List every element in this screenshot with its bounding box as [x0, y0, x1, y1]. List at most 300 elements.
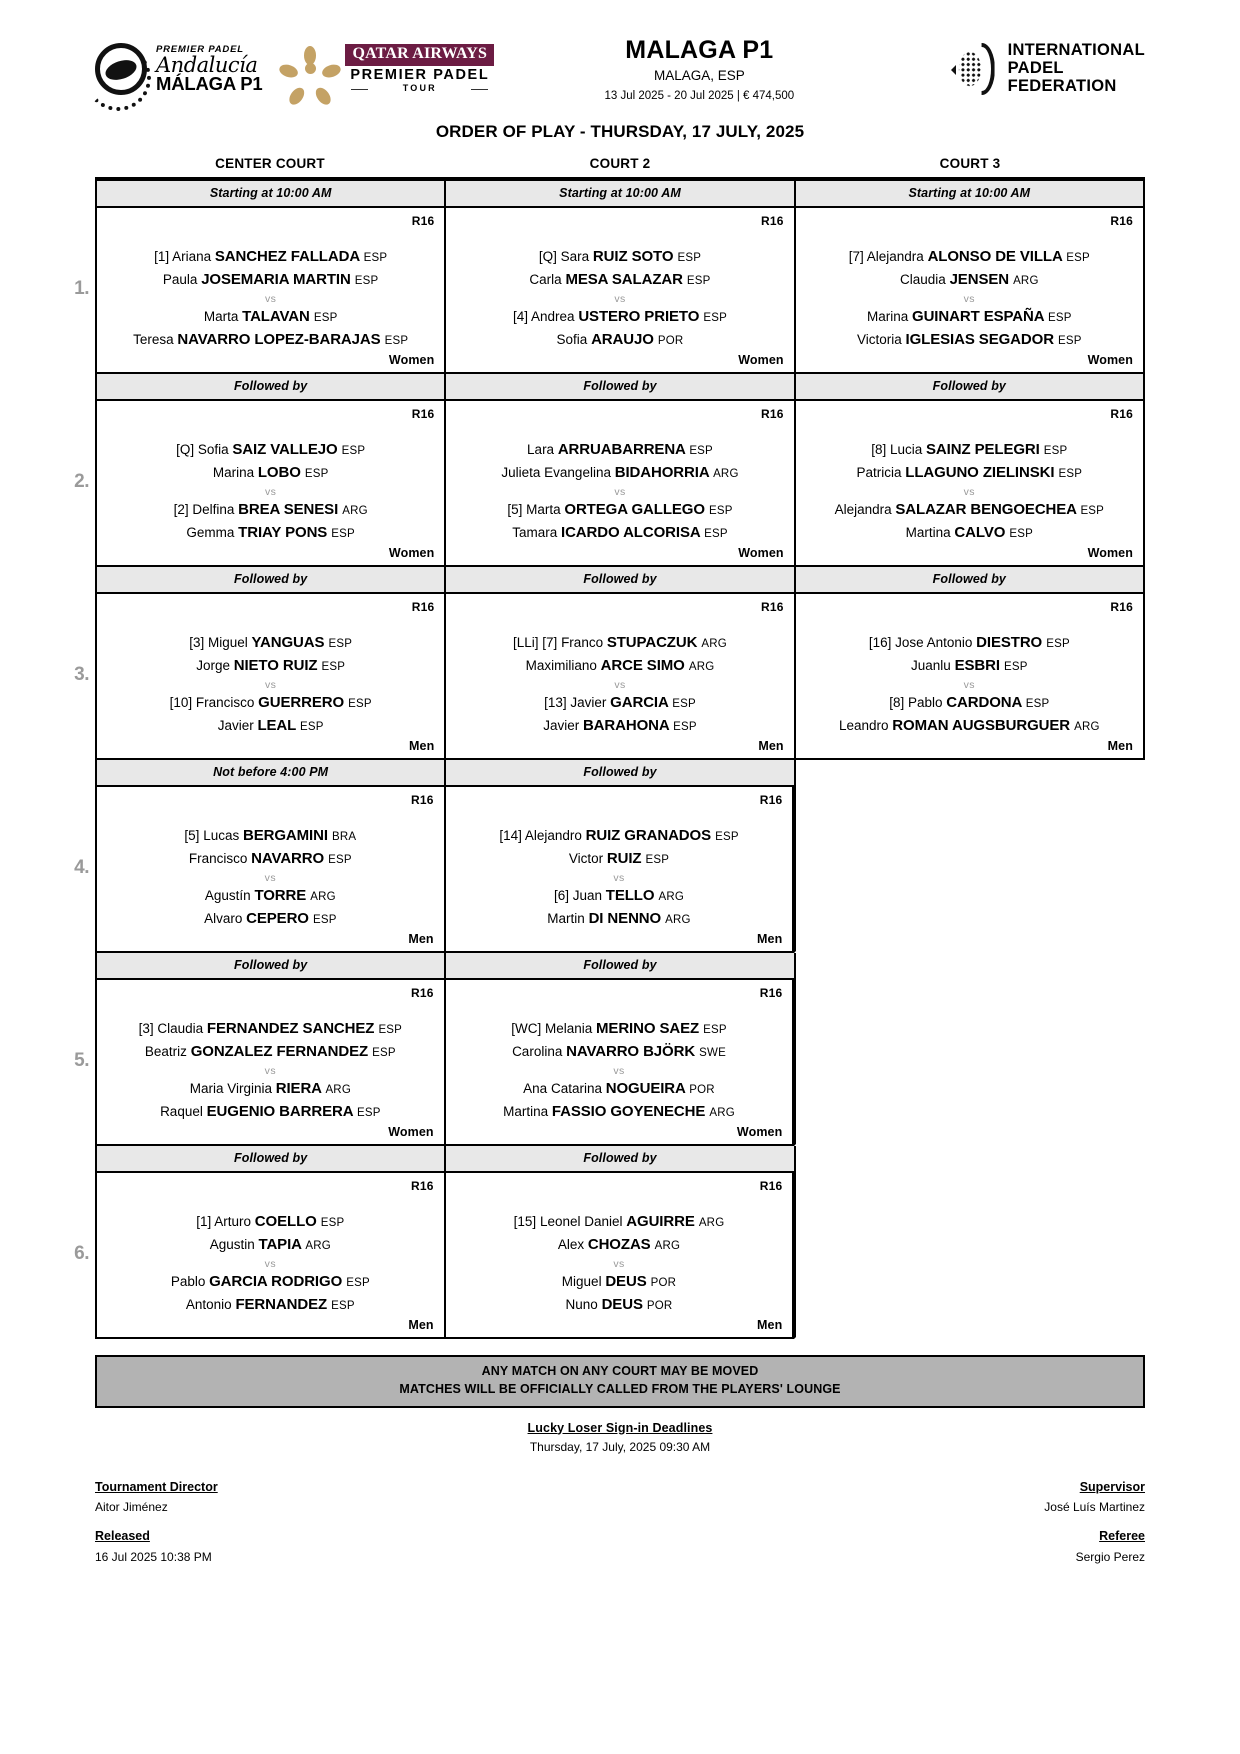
- schedule-match-band: [95, 980, 1145, 1146]
- player-last-name: CALVO: [954, 524, 1010, 542]
- player-seed: [15]: [513, 1214, 540, 1229]
- player-last-name: RIERA: [275, 1080, 326, 1098]
- player-last-name: NAVARRO: [251, 849, 329, 867]
- player-first-name: Maria Virginia: [189, 1081, 276, 1097]
- player-last-name: ESBRI: [954, 656, 1004, 674]
- player-line: [456, 1041, 783, 1064]
- player-seed: [1]: [196, 1214, 215, 1229]
- player-line: [107, 848, 434, 871]
- schedule-header-band: [95, 181, 1145, 208]
- player-line: [806, 306, 1133, 329]
- match-cell[interactable]: [446, 980, 795, 1146]
- player-line: [107, 1234, 434, 1257]
- player-line: [107, 1078, 434, 1101]
- player-first-name: Raquel: [160, 1104, 207, 1120]
- vs-separator: vs: [614, 678, 626, 691]
- player-last-name: DEUS: [601, 1296, 647, 1314]
- player-line: [107, 885, 434, 908]
- player-seed: [16]: [868, 635, 896, 650]
- signature-row: [0, 1478, 1240, 1567]
- player-line: [107, 632, 434, 655]
- player-first-name: Alejandra: [834, 502, 896, 518]
- player-seed: [14]: [499, 828, 525, 843]
- player-nationality: ESP: [363, 252, 388, 264]
- player-nationality: ESP: [1058, 335, 1082, 348]
- released-value: 16 Jul 2025 10:38 PM: [95, 1550, 212, 1564]
- schedule-match-band: [95, 208, 1145, 374]
- match-gender-label: Women: [388, 546, 435, 560]
- court-header-court-3: COURT 3: [939, 156, 1001, 171]
- player-first-name: Sofia: [197, 442, 233, 457]
- players-block: [456, 632, 783, 738]
- player-line: [107, 908, 434, 931]
- player-first-name: Teresa: [133, 332, 178, 348]
- player-line: [456, 522, 783, 545]
- player-line: [107, 269, 434, 292]
- player-last-name: TALAVAN: [242, 308, 314, 326]
- player-last-name: TELLO: [605, 887, 659, 905]
- player-last-name: ORTEGA GALLEGO: [564, 501, 709, 519]
- player-first-name: Francisco: [195, 695, 259, 711]
- match-gender-label: Women: [388, 353, 435, 367]
- match-gender-label: Women: [1087, 546, 1133, 560]
- round-label: R16: [411, 600, 435, 614]
- player-first-name: Claudia: [157, 1021, 207, 1036]
- match-cell[interactable]: [446, 208, 795, 374]
- player-line: [456, 1018, 783, 1041]
- player-seed: [5]: [507, 502, 527, 518]
- player-nationality: ESP: [672, 698, 696, 711]
- players-block: [456, 439, 783, 545]
- player-nationality: ESP: [703, 1024, 727, 1036]
- player-nationality: ESP: [348, 698, 372, 711]
- player-first-name: Beatriz: [144, 1043, 191, 1059]
- player-last-name: NAVARRO BJÖRK: [566, 1042, 700, 1060]
- round-label: R16: [759, 986, 783, 1000]
- player-first-name: Julieta Evangelina: [501, 464, 615, 480]
- time-header-cell: Followed by: [446, 953, 795, 980]
- empty-header-cell: [796, 1146, 1145, 1173]
- player-nationality: ESP: [673, 721, 697, 734]
- match-cell[interactable]: [95, 208, 446, 374]
- player-nationality: ESP: [378, 1024, 403, 1036]
- player-last-name: MESA SALAZAR: [565, 270, 687, 288]
- player-first-name: Martina: [503, 1104, 552, 1120]
- player-line: [806, 246, 1133, 269]
- vs-separator: vs: [264, 1064, 276, 1077]
- empty-header-cell: [796, 953, 1145, 980]
- player-first-name: Leonel Daniel: [539, 1214, 627, 1229]
- court-header-center-court: CENTER COURT: [215, 156, 325, 171]
- player-last-name: GUINART ESPAÑA: [912, 308, 1049, 326]
- match-cell[interactable]: [95, 594, 446, 760]
- player-first-name: Marina: [866, 309, 912, 325]
- time-header-cell: Followed by: [95, 567, 446, 594]
- player-first-name: Victoria: [856, 332, 906, 348]
- player-line: [456, 1271, 783, 1294]
- player-first-name: Juanlu: [911, 657, 955, 673]
- player-nationality: ESP: [1080, 505, 1105, 518]
- player-last-name: LEAL: [257, 717, 301, 735]
- schedule-header-band: [95, 567, 1145, 594]
- round-label: R16: [411, 793, 434, 807]
- round-label: R16: [1110, 214, 1133, 228]
- player-line: [456, 632, 783, 655]
- player-first-name: Jorge: [196, 657, 234, 673]
- player-nationality: ESP: [356, 1107, 381, 1120]
- player-line: [107, 246, 434, 269]
- player-last-name: RUIZ GRANADOS: [585, 827, 716, 844]
- player-nationality: ESP: [321, 660, 346, 673]
- player-nationality: ESP: [704, 528, 728, 541]
- player-last-name: ARAUJO: [591, 331, 658, 349]
- notice-line-1: ANY MATCH ON ANY COURT MAY BE MOVED: [481, 1364, 759, 1378]
- qatar-logo-text: [345, 44, 494, 93]
- time-header-cell: Starting at 10:00 AM: [446, 181, 795, 208]
- match-cell[interactable]: [796, 594, 1145, 760]
- ipf-mark-icon: [945, 42, 997, 96]
- round-label: R16: [411, 1179, 434, 1193]
- player-nationality: ESP: [709, 505, 733, 518]
- match-cell[interactable]: [796, 401, 1145, 567]
- player-nationality: ARG: [342, 505, 368, 518]
- match-gender-label: Women: [388, 1125, 434, 1139]
- player-first-name: Alvaro: [204, 911, 247, 927]
- match-gender-label: Women: [1087, 353, 1133, 367]
- player-last-name: SAINZ PELEGRI: [926, 441, 1044, 458]
- time-header-cell: Followed by: [446, 1146, 795, 1173]
- player-last-name: TAPIA: [258, 1235, 306, 1253]
- player-first-name: Agustin: [209, 1236, 259, 1252]
- player-nationality: ESP: [1058, 467, 1083, 480]
- player-line: [107, 1018, 434, 1041]
- player-seed: [Q]: [538, 249, 561, 264]
- event-location: MALAGA, ESP: [653, 68, 745, 83]
- player-first-name: Martina: [905, 525, 955, 541]
- match-cell[interactable]: [446, 401, 795, 567]
- player-first-name: Maximiliano: [525, 657, 601, 673]
- time-header-cell: Followed by: [446, 374, 795, 401]
- player-seed: [LLi] [7]: [513, 635, 562, 650]
- player-line: [107, 462, 434, 485]
- time-header-cell: Not before 4:00 PM: [95, 760, 446, 787]
- player-last-name: RUIZ SOTO: [592, 248, 678, 265]
- player-first-name: Javier: [543, 718, 583, 734]
- player-first-name: Martin: [547, 911, 589, 927]
- player-nationality: ESP: [320, 1217, 345, 1229]
- malaga-logo-text: [156, 45, 262, 94]
- players-block: [456, 246, 783, 352]
- match-cell[interactable]: [446, 787, 795, 953]
- schedule-match-band: [95, 1173, 1145, 1339]
- player-last-name: JENSEN: [949, 270, 1014, 288]
- match-gender-label: Men: [408, 932, 434, 946]
- player-last-name: TRIAY PONS: [238, 524, 332, 542]
- player-nationality: ESP: [686, 274, 711, 287]
- player-first-name: Patricia: [856, 464, 906, 480]
- player-line: [456, 499, 783, 522]
- page-title: ORDER OF PLAY - THURSDAY, 17 JULY, 2025: [435, 122, 805, 141]
- player-first-name: Sofia: [556, 332, 592, 348]
- player-nationality: ESP: [346, 1277, 370, 1290]
- player-first-name: Paula: [162, 271, 202, 287]
- player-last-name: BARAHONA: [582, 717, 674, 735]
- player-first-name: Victor: [568, 850, 607, 866]
- match-gender-label: Men: [1107, 739, 1133, 753]
- player-nationality: ESP: [331, 528, 355, 541]
- player-line: [456, 439, 783, 462]
- player-nationality: ARG: [713, 467, 739, 480]
- vs-separator: vs: [265, 678, 277, 691]
- player-line: [456, 825, 783, 848]
- player-first-name: Agustín: [204, 888, 255, 904]
- player-first-name: Franco: [561, 635, 607, 650]
- player-line: [806, 499, 1133, 522]
- player-last-name: NOGUEIRA: [605, 1080, 690, 1098]
- players-block: [107, 439, 434, 545]
- tournament-director-value: Aitor Jiménez: [95, 1500, 168, 1515]
- schedule-match-band: [95, 401, 1145, 567]
- vs-separator: vs: [963, 485, 975, 498]
- player-seed: [5]: [184, 828, 204, 843]
- player-nationality: ARG: [709, 1107, 735, 1120]
- match-cell[interactable]: [95, 1173, 446, 1339]
- match-gender-label: Women: [738, 546, 784, 560]
- player-line: [107, 1211, 434, 1234]
- players-block: [806, 439, 1133, 545]
- player-seed: [Q]: [176, 442, 198, 457]
- player-last-name: GARCIA RODRIGO: [209, 1273, 347, 1291]
- vs-separator: vs: [963, 292, 975, 305]
- supervisor-value: José Luís Martinez: [1044, 1500, 1145, 1515]
- player-line: [806, 655, 1133, 678]
- vs-separator: vs: [264, 871, 276, 884]
- vs-separator: vs: [614, 485, 626, 498]
- player-line: [107, 1271, 434, 1294]
- player-last-name: ICARDO ALCORISA: [561, 524, 705, 542]
- row-number: 4.: [74, 857, 89, 878]
- sponsor-logos: [95, 43, 494, 95]
- player-first-name: Francisco: [188, 850, 252, 866]
- player-nationality: ESP: [300, 721, 324, 734]
- player-line: [107, 439, 434, 462]
- row-number-column: [48, 177, 92, 1339]
- schedule-header-band: [95, 760, 1145, 787]
- player-first-name: Lucia: [889, 442, 927, 457]
- player-first-name: Lucas: [203, 828, 243, 843]
- empty-match-cell: [794, 787, 1145, 953]
- player-first-name: Arturo: [214, 1214, 255, 1229]
- player-first-name: Claudia: [900, 271, 950, 287]
- player-line: [456, 1078, 783, 1101]
- vs-separator: vs: [613, 1257, 625, 1270]
- player-nationality: ARG: [325, 1084, 351, 1097]
- round-label: R16: [761, 600, 784, 614]
- player-last-name: GONZALEZ FERNANDEZ: [190, 1042, 373, 1060]
- player-last-name: NIETO RUIZ: [233, 656, 322, 674]
- player-first-name: Marta: [526, 502, 565, 518]
- event-title-block: [605, 35, 795, 104]
- row-number: 2.: [74, 471, 89, 492]
- match-cell[interactable]: [446, 594, 795, 760]
- player-last-name: COELLO: [254, 1213, 321, 1230]
- player-line: [806, 522, 1133, 545]
- ipf-line-3: FEDERATION: [1007, 76, 1117, 95]
- player-last-name: EUGENIO BARRERA: [206, 1103, 357, 1121]
- player-last-name: ALONSO DE VILLA: [927, 248, 1067, 265]
- player-nationality: ARG: [654, 1239, 681, 1252]
- player-line: [107, 329, 434, 352]
- player-last-name: YANGUAS: [251, 634, 329, 651]
- round-label: R16: [411, 407, 435, 421]
- player-nationality: ARG: [305, 1239, 331, 1252]
- player-last-name: NAVARRO LOPEZ-BARAJAS: [177, 331, 385, 349]
- player-line: [107, 655, 434, 678]
- player-line: [107, 499, 434, 522]
- player-last-name: LOBO: [257, 463, 305, 481]
- player-seed: [WC]: [511, 1021, 545, 1036]
- player-line: [456, 908, 783, 931]
- player-first-name: Alejandra: [866, 249, 928, 264]
- vs-separator: vs: [264, 1257, 276, 1270]
- qatar-airways-label: QATAR AIRWAYS: [345, 44, 494, 66]
- player-first-name: Alex: [557, 1236, 588, 1252]
- branding-header: [0, 0, 1240, 100]
- round-label: R16: [761, 214, 784, 228]
- empty-match-cell: [794, 1173, 1145, 1339]
- player-line: [806, 692, 1133, 715]
- international-padel-federation-logo: [945, 42, 1145, 96]
- player-last-name: STUPACZUK: [606, 634, 702, 651]
- time-header-cell: Followed by: [446, 760, 795, 787]
- players-block: [456, 1018, 783, 1124]
- player-last-name: DEUS: [605, 1273, 651, 1291]
- player-seed: [13]: [544, 695, 571, 711]
- player-nationality: ARG: [658, 891, 685, 904]
- player-last-name: AGUIRRE: [626, 1213, 699, 1230]
- player-line: [107, 1101, 434, 1124]
- player-nationality: POR: [650, 1277, 677, 1290]
- supervisor-label: Supervisor: [1079, 1479, 1145, 1494]
- player-first-name: Pablo: [908, 695, 947, 711]
- player-last-name: IGLESIAS SEGADOR: [905, 331, 1059, 349]
- match-cell[interactable]: [796, 208, 1145, 374]
- player-nationality: BRA: [331, 831, 357, 843]
- schedule-grid-wrapper: [0, 177, 1240, 1339]
- player-nationality: ESP: [677, 252, 702, 264]
- player-last-name: BREA SENESI: [238, 501, 343, 519]
- player-first-name: Juan: [572, 888, 606, 904]
- player-first-name: Delfina: [192, 502, 239, 518]
- player-line: [806, 269, 1133, 292]
- round-label: R16: [1110, 600, 1133, 614]
- player-line: [456, 246, 783, 269]
- player-first-name: Leandro: [839, 718, 893, 734]
- event-name: MALAGA P1: [625, 35, 774, 64]
- match-cell[interactable]: [446, 1173, 795, 1339]
- player-nationality: ESP: [304, 467, 329, 480]
- player-nationality: ESP: [331, 1300, 355, 1313]
- round-label: R16: [759, 1179, 783, 1193]
- player-line: [107, 825, 434, 848]
- player-seed: [3]: [138, 1021, 158, 1036]
- player-last-name: DIESTRO: [976, 634, 1047, 651]
- player-nationality: ARG: [698, 1217, 725, 1229]
- players-block: [806, 632, 1133, 738]
- round-label: R16: [761, 407, 784, 421]
- player-nationality: ESP: [1066, 252, 1090, 264]
- player-line: [806, 329, 1133, 352]
- player-nationality: ESP: [1046, 638, 1070, 650]
- qatar-tour-label: TOUR: [345, 84, 494, 93]
- vs-separator: vs: [613, 1064, 625, 1077]
- player-last-name: USTERO PRIETO: [578, 308, 704, 326]
- player-last-name: SANCHEZ FALLADA: [214, 248, 364, 265]
- notice-banner: [95, 1355, 1145, 1408]
- player-nationality: ESP: [645, 853, 670, 866]
- tournament-director-label: Tournament Director: [95, 1479, 218, 1494]
- player-line: [456, 1234, 783, 1257]
- player-nationality: ESP: [312, 914, 337, 927]
- court-header-court-2: COURT 2: [589, 156, 651, 171]
- round-label: R16: [411, 214, 435, 228]
- qatar-premier-padel-label: PREMIER PADEL: [350, 67, 490, 84]
- schedule-match-band: [95, 787, 1145, 953]
- match-cell[interactable]: [95, 401, 446, 567]
- player-seed: [10]: [169, 695, 196, 711]
- vs-separator: vs: [614, 292, 626, 305]
- player-nationality: ARG: [1074, 721, 1100, 734]
- player-nationality: ESP: [354, 274, 379, 287]
- player-first-name: Carla: [529, 271, 566, 287]
- player-last-name: CEPERO: [246, 910, 313, 928]
- match-gender-label: Men: [408, 1318, 434, 1332]
- vs-separator: vs: [963, 678, 975, 691]
- players-block: [107, 632, 434, 738]
- player-last-name: FERNANDEZ SANCHEZ: [206, 1020, 379, 1037]
- player-first-name: Pablo: [170, 1274, 210, 1290]
- player-seed: [6]: [553, 888, 573, 904]
- player-first-name: Alejandro: [524, 828, 586, 843]
- event-dates-prize: 13 Jul 2025 - 20 Jul 2025 | € 474,500: [604, 89, 795, 102]
- player-nationality: ESP: [1003, 660, 1028, 673]
- player-last-name: FASSIO GOYENECHE: [551, 1103, 710, 1121]
- player-first-name: Gemma: [186, 525, 239, 541]
- player-line: [806, 715, 1133, 738]
- player-last-name: JOSEMARIA MARTIN: [201, 270, 355, 288]
- player-last-name: GUERRERO: [258, 694, 349, 712]
- match-cell[interactable]: [95, 787, 446, 953]
- player-line: [456, 1294, 783, 1317]
- players-block: [456, 1211, 783, 1317]
- match-gender-label: Women: [736, 1125, 783, 1139]
- player-line: [456, 269, 783, 292]
- match-cell[interactable]: [95, 980, 446, 1146]
- players-block: [107, 1211, 434, 1317]
- player-first-name: Ana Catarina: [523, 1081, 606, 1097]
- row-number: 6.: [74, 1243, 89, 1264]
- player-nationality: ESP: [1043, 445, 1068, 457]
- player-seed: [2]: [173, 502, 193, 518]
- lucky-loser-title: Lucky Loser Sign-in Deadlines: [527, 1420, 713, 1435]
- player-last-name: FERNANDEZ: [235, 1296, 332, 1314]
- empty-header-cell: [796, 760, 1145, 787]
- player-first-name: Carolina: [512, 1043, 567, 1059]
- padel-ball-icon: [95, 43, 147, 95]
- qatar-airways-premier-padel-tour-logo: [288, 44, 494, 93]
- player-line: [456, 1211, 783, 1234]
- players-block: [107, 825, 434, 931]
